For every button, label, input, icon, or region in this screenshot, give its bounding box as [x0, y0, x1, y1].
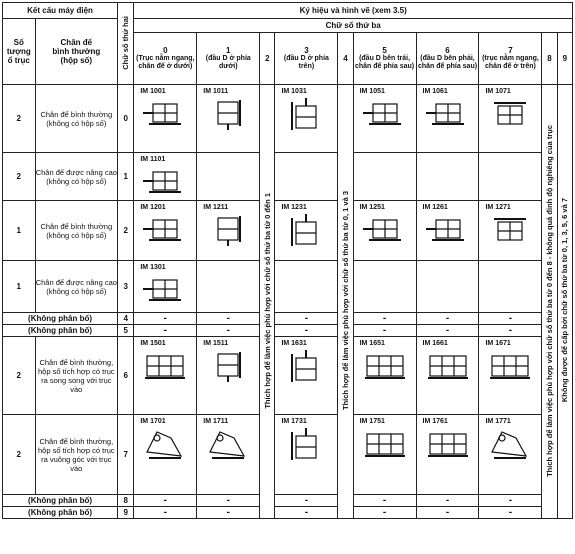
im-dash: - — [226, 325, 230, 336]
motor-symbol-icon — [486, 214, 534, 248]
header-second-digit: Chữ số thứ hai — [118, 3, 134, 85]
im-code: IM 1031 — [281, 88, 307, 95]
im-cell — [134, 507, 197, 519]
im-code: IM 1761 — [422, 418, 448, 425]
motor-symbol-icon — [486, 98, 534, 132]
im-cell — [134, 325, 197, 337]
col-number: 8 — [547, 54, 552, 63]
im-dash: - — [508, 495, 513, 506]
col-header-5 — [353, 33, 416, 85]
row-axes: 1 — [3, 201, 36, 261]
im-dash: - — [445, 507, 450, 518]
im-dash: - — [226, 507, 230, 518]
header-axes: Số tượng ổ trục — [3, 19, 36, 85]
row-axes: 1 — [3, 261, 36, 313]
vertical-note: Thích hợp để làm việc phù hợp với chữ số thứ ba từ 0, 1 và 3 — [338, 85, 353, 519]
motor-symbol-icon — [282, 98, 330, 132]
im-code: IM 1661 — [422, 340, 448, 347]
im-dash: - — [163, 325, 167, 336]
im-cell — [479, 337, 542, 415]
im-code: IM 1751 — [359, 418, 385, 425]
im-cell — [416, 337, 479, 415]
im-cell — [479, 153, 542, 201]
table-row — [3, 325, 573, 337]
im-dash: - — [226, 495, 230, 506]
table-row — [3, 495, 573, 507]
im-dash: - — [304, 325, 309, 336]
col-number: 4 — [343, 54, 348, 63]
motor-symbol-icon — [424, 98, 472, 132]
col-header-3 — [275, 33, 338, 85]
im-cell — [353, 261, 416, 313]
im-code: IM 1261 — [422, 204, 448, 211]
col-header-6 — [416, 33, 479, 85]
row-second-digit: 9 — [118, 507, 134, 519]
im-dash: - — [226, 313, 230, 324]
motor-symbol-icon — [424, 428, 472, 462]
col-number: 0 — [163, 46, 168, 55]
motor-symbol-icon — [282, 428, 330, 462]
im-code: IM 1051 — [359, 88, 385, 95]
im-cell — [479, 201, 542, 261]
im-code: IM 1101 — [140, 156, 166, 163]
im-cell — [479, 325, 542, 337]
im-code: IM 1301 — [140, 264, 166, 271]
motor-symbol-icon — [361, 214, 409, 248]
row-desc: (Không phân bố) — [3, 325, 118, 337]
im-cell — [275, 153, 338, 201]
im-cell — [416, 201, 479, 261]
im-dash: - — [508, 325, 513, 336]
row-desc: (Không phân bố) — [3, 507, 118, 519]
im-cell — [197, 153, 260, 201]
row-second-digit: 4 — [118, 313, 134, 325]
im-code: IM 1731 — [281, 418, 307, 425]
im-dash: - — [163, 495, 167, 506]
im-cell — [134, 415, 197, 495]
im-cell — [353, 153, 416, 201]
im-cell — [416, 495, 479, 507]
im-code: IM 1711 — [203, 418, 229, 425]
im-cell — [197, 337, 260, 415]
col-number: 6 — [445, 46, 450, 55]
motor-symbol-icon — [361, 98, 409, 132]
im-code: IM 1061 — [422, 88, 448, 95]
im-cell — [275, 337, 338, 415]
im-dash: - — [508, 313, 513, 324]
im-dash: - — [445, 325, 450, 336]
motor-symbol-icon — [204, 428, 252, 462]
row-second-digit: 0 — [118, 85, 134, 153]
im-cell — [479, 495, 542, 507]
im-cell — [197, 313, 260, 325]
col-header-1 — [197, 33, 260, 85]
im-code: IM 1271 — [485, 204, 511, 211]
row-axes: 2 — [3, 337, 36, 415]
im-dash: - — [382, 313, 387, 324]
motor-symbol-icon — [361, 350, 409, 384]
im-cell — [275, 495, 338, 507]
im-cell — [353, 85, 416, 153]
table-row — [3, 337, 573, 415]
table-row — [3, 85, 573, 153]
header-symbols: Ký hiệu và hình vẽ (xem 3.5) — [134, 3, 573, 19]
motor-symbol-icon — [282, 350, 330, 384]
row-desc: Chân đế bình thường (không có hộp số) — [35, 201, 118, 261]
row-second-digit: 2 — [118, 201, 134, 261]
im-cell — [353, 495, 416, 507]
motor-symbol-icon — [486, 350, 534, 384]
col-header-8 — [542, 33, 557, 85]
vertical-note: Thích hợp để làm việc phù hợp với chữ số thứ ba từ 0 đến 8 - không quá đỉnh độ nghiêng của trục — [542, 85, 557, 519]
motor-symbol-icon — [141, 350, 189, 384]
im-code: IM 1511 — [203, 340, 229, 347]
motor-symbol-icon — [486, 428, 534, 462]
im-cell — [353, 201, 416, 261]
motor-symbol-icon — [424, 214, 472, 248]
im-code: IM 1671 — [485, 340, 511, 347]
col-number: 2 — [265, 54, 270, 63]
table-row — [3, 313, 573, 325]
im-cell — [479, 313, 542, 325]
im-code: IM 1251 — [359, 204, 385, 211]
row-second-digit: 3 — [118, 261, 134, 313]
vertical-note: Thích hợp để làm việc phù hợp với chữ số thứ ba từ 0 đến 1 — [260, 85, 275, 519]
im-dash: - — [304, 495, 309, 506]
col-header-0 — [134, 33, 197, 85]
table-row — [3, 415, 573, 495]
im-code: IM 1501 — [140, 340, 166, 347]
col-desc: (trục nằm ngang, chân đế ở trên) — [482, 55, 539, 70]
im-code: IM 1001 — [140, 88, 166, 95]
motor-symbol-icon — [204, 350, 252, 384]
im-cell — [197, 415, 260, 495]
motor-symbol-icon — [204, 98, 252, 132]
im-cell — [275, 201, 338, 261]
row-axes: 2 — [3, 415, 36, 495]
im-dash: - — [163, 313, 167, 324]
row-desc: (Không phân bố) — [3, 313, 118, 325]
im-cell — [134, 85, 197, 153]
col-number: 3 — [304, 46, 309, 55]
row-axes: 2 — [3, 153, 36, 201]
im-dash: - — [163, 507, 167, 518]
col-number: 5 — [382, 46, 387, 55]
im-cell — [197, 495, 260, 507]
im-dash: - — [382, 325, 387, 336]
im-cell — [353, 325, 416, 337]
im-dash: - — [304, 313, 309, 324]
col-header-7 — [479, 33, 542, 85]
im-cell — [197, 261, 260, 313]
table-row — [3, 201, 573, 261]
im-cell — [353, 415, 416, 495]
im-code: IM 1201 — [140, 204, 166, 211]
col-header-4 — [338, 33, 353, 85]
im-code: IM 1701 — [140, 418, 166, 425]
im-cell — [197, 325, 260, 337]
im-cell — [416, 85, 479, 153]
table-row — [3, 261, 573, 313]
im-code: IM 1231 — [281, 204, 307, 211]
row-axes: 2 — [3, 85, 36, 153]
col-number: 1 — [226, 46, 231, 55]
im-code-table — [2, 2, 573, 519]
col-desc: (đầu D bên phải, chân đế phía sau) — [417, 55, 478, 70]
table-row — [3, 153, 573, 201]
im-cell — [353, 337, 416, 415]
col-desc: (đầu D bên trái, chân đế phía sau) — [354, 55, 415, 70]
im-cell — [197, 201, 260, 261]
im-cell — [275, 261, 338, 313]
header-kcmd: Kết cấu máy điện — [3, 3, 118, 19]
row-desc: Chân đế được nâng cao (không có hộp số) — [35, 153, 118, 201]
row-desc: Chân đế được nâng cao (không có hộp số) — [35, 261, 118, 313]
im-cell — [134, 495, 197, 507]
row-second-digit: 7 — [118, 415, 134, 495]
col-header-2 — [260, 33, 275, 85]
col-number: 7 — [508, 46, 513, 55]
im-cell — [197, 85, 260, 153]
motor-symbol-icon — [204, 214, 252, 248]
im-dash: - — [445, 495, 450, 506]
im-cell — [416, 507, 479, 519]
im-code: IM 1071 — [485, 88, 511, 95]
vertical-note: Không được để cấp bởi chữ số thứ ba từ 0, 1, 3, 5, 6 và 7 — [557, 85, 572, 519]
im-cell — [479, 261, 542, 313]
im-code: IM 1771 — [485, 418, 511, 425]
col-desc: (Trục nằm ngang, chân đế ở dưới) — [136, 55, 195, 70]
motor-symbol-icon — [141, 214, 189, 248]
im-cell — [416, 153, 479, 201]
im-cell — [134, 261, 197, 313]
im-cell — [416, 313, 479, 325]
im-cell — [353, 313, 416, 325]
row-desc: Chân đế bình thường, hộp số tích hợp có trục ra song song với trục vào — [35, 337, 118, 415]
col-desc: (đầu D ở phía trên) — [283, 55, 329, 70]
im-code: IM 1631 — [281, 340, 307, 347]
im-cell — [353, 507, 416, 519]
motor-symbol-icon — [282, 214, 330, 248]
im-dash: - — [508, 507, 513, 518]
row-desc: Chân đế bình thường, hộp số tích hợp có trục ra vuông góc với trục vào — [35, 415, 118, 495]
im-dash: - — [382, 495, 387, 506]
row-second-digit: 1 — [118, 153, 134, 201]
row-second-digit: 8 — [118, 495, 134, 507]
im-dash: - — [382, 507, 387, 518]
im-cell — [134, 337, 197, 415]
motor-symbol-icon — [361, 428, 409, 462]
motor-symbol-icon — [141, 428, 189, 462]
row-second-digit: 6 — [118, 337, 134, 415]
row-desc: (Không phân bố) — [3, 495, 118, 507]
im-cell — [416, 415, 479, 495]
col-desc: (đầu D ở phía dưới) — [205, 55, 251, 70]
col-header-9 — [557, 33, 572, 85]
im-cell — [134, 153, 197, 201]
im-dash: - — [304, 507, 309, 518]
row-desc: Chân đế bình thường (không có hộp số) — [35, 85, 118, 153]
im-cell — [134, 201, 197, 261]
im-cell — [479, 85, 542, 153]
im-code: IM 1651 — [359, 340, 385, 347]
im-cell — [275, 85, 338, 153]
im-cell — [275, 507, 338, 519]
table-row — [3, 507, 573, 519]
motor-symbol-icon — [424, 350, 472, 384]
im-cell — [479, 507, 542, 519]
im-code: IM 1211 — [203, 204, 229, 211]
im-cell — [479, 415, 542, 495]
motor-symbol-icon — [141, 166, 189, 200]
im-cell — [134, 313, 197, 325]
im-cell — [416, 325, 479, 337]
motor-symbol-icon — [141, 98, 189, 132]
im-cell — [275, 313, 338, 325]
motor-symbol-icon — [141, 274, 189, 308]
im-cell — [197, 507, 260, 519]
im-cell — [275, 325, 338, 337]
row-second-digit: 5 — [118, 325, 134, 337]
col-number: 9 — [562, 54, 568, 63]
im-dash: - — [445, 313, 450, 324]
im-cell — [416, 261, 479, 313]
header-third-digit: Chữ số thứ ba — [134, 19, 573, 33]
im-code: IM 1011 — [203, 88, 229, 95]
im-cell — [275, 415, 338, 495]
header-foot: Chân đế bình thường (hộp số) — [35, 19, 118, 85]
